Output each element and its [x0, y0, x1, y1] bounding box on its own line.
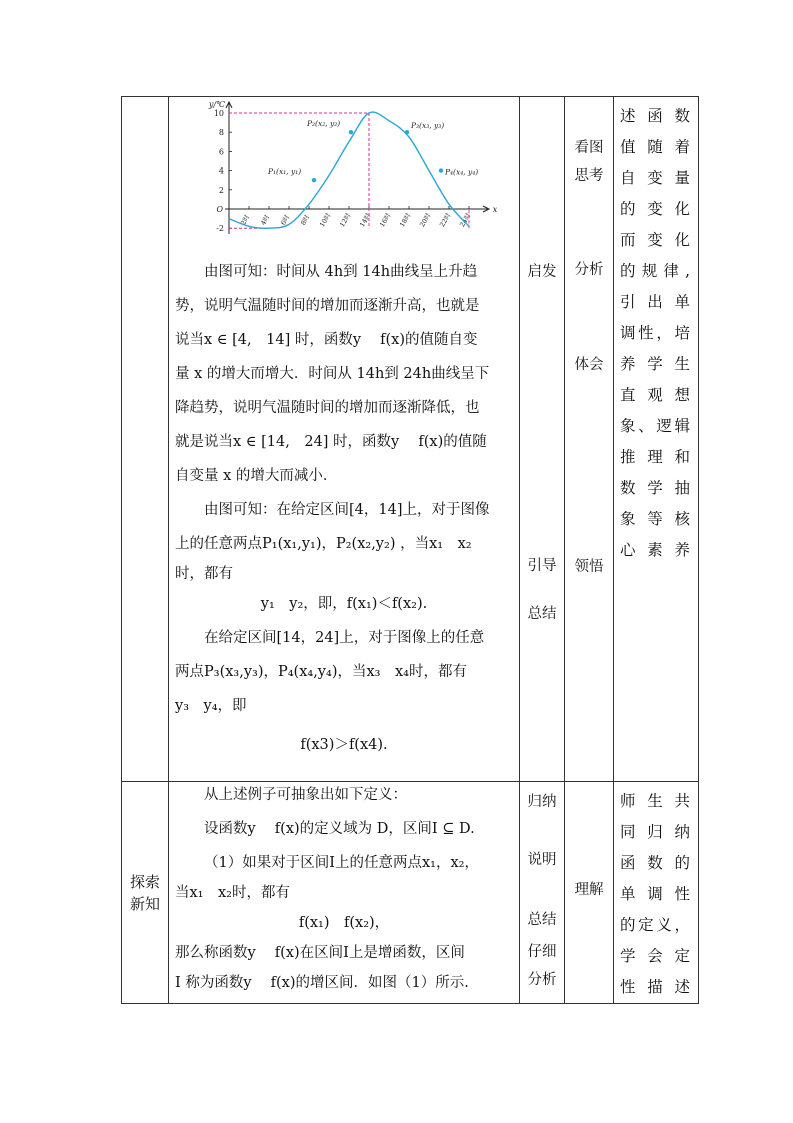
goal-line: 函数的: [620, 854, 692, 872]
teacher-activity: 仔细: [527, 944, 557, 960]
teacher-activity: 说明: [527, 852, 557, 868]
temperature-chart: [189, 101, 509, 251]
table-row: [122, 782, 699, 1004]
paragraph: f(x₁) f(x₂)，: [298, 915, 390, 931]
goal-line: 单调性: [620, 885, 692, 903]
paragraph: 就是说当x ∈ [14, 24] 时，函数y f(x)的值随: [175, 434, 487, 450]
goal-line: 自变量: [620, 169, 692, 187]
x-tick-label: 20时: [418, 211, 433, 229]
paragraph: y₃ y₄，即: [175, 698, 247, 714]
student-activity: 看图: [574, 140, 604, 156]
paragraph: 自变量 x 的增大而减小．: [175, 468, 338, 484]
goal-line: 的定义，: [620, 916, 692, 934]
curve-point: [405, 130, 409, 134]
paragraph: 上的任意两点P₁(x₁,y₁)，P₂(x₂,y₂) ，当x₁ x₂: [175, 536, 472, 552]
stage-label: 新知: [129, 894, 160, 913]
teacher-activity: 分析: [527, 972, 557, 988]
paragraph: （1）如果对于区间I上的任意两点x₁，x₂，: [204, 855, 479, 871]
x-tick-label: 22时: [438, 211, 453, 229]
goal-line: 而变化: [620, 231, 692, 249]
x-tick-label: 14时: [358, 211, 373, 229]
x-tick-label: 10时: [318, 211, 333, 229]
x-axis-label: x: [492, 205, 498, 214]
paragraph: 由图可知：时间从 4h到 14h曲线呈上升趋: [204, 264, 478, 280]
stage-cell: [122, 782, 169, 1004]
student-activity: 体会: [574, 357, 604, 373]
x-tick-label: 16时: [378, 211, 393, 229]
paragraph: 在给定区间[14，24]上，对于图像上的任意: [204, 630, 485, 646]
content-text: [175, 255, 513, 767]
y-axis-label: y/℃: [208, 101, 225, 109]
goal-line: 调性，培: [620, 324, 692, 342]
goal-line: 直观想: [620, 386, 692, 404]
paragraph: 那么称函数y f(x)在区间I上是增函数，区间: [175, 945, 465, 961]
x-tick-label: 4时: [259, 213, 272, 227]
x-tick-label: 12时: [338, 211, 353, 229]
teacher-activity: 引导: [527, 558, 557, 574]
teacher-activity-cell: [520, 97, 565, 782]
goal-line: 象等核: [620, 510, 692, 528]
student-activity: 思考: [574, 168, 604, 184]
student-activity: 理解: [574, 882, 604, 898]
paragraph: f(x3)＞f(x4).: [300, 737, 388, 753]
teacher-activity: 启发: [527, 264, 557, 280]
design-intent-cell: [614, 97, 699, 782]
paragraph: 说当x ∈ [4, 14] 时，函数y f(x)的值随自变: [175, 332, 478, 348]
curve-point: [349, 130, 353, 134]
y-tick-label: 4: [218, 166, 224, 176]
y-tick-label: 2: [218, 185, 224, 195]
origin-label: O: [216, 205, 223, 214]
goal-line: 象、逻辑: [620, 417, 692, 435]
point-label: P₂(x₂, y₂): [307, 119, 341, 129]
paragraph: y₁ y₂，即，f(x₁)＜f(x₂).: [260, 596, 428, 612]
paragraph: 两点P₃(x₃,y₃)，P₄(x₄,y₄)，当x₃ x₄时，都有: [175, 664, 467, 680]
goal-line: 述函数: [620, 107, 692, 125]
point-label: P₄(x₄, y₄): [445, 167, 479, 177]
teacher-activity-cell: [520, 782, 565, 1004]
design-intent-cell: [614, 782, 699, 1004]
paragraph: 当x₁ x₂时，都有: [175, 885, 290, 901]
paragraph: 量 x 的增大而增大．时间从 14h到 24h曲线呈下: [175, 366, 490, 382]
paragraph: 势，说明气温随时间的增加而逐渐升高，也就是: [175, 298, 480, 314]
student-activity: 分析: [574, 262, 604, 278]
lesson-table: [121, 96, 699, 1004]
paragraph: I 称为函数y f(x)的增区间．如图（1）所示.: [175, 975, 469, 991]
teacher-activity: 总结: [527, 606, 557, 622]
content-cell: [169, 782, 520, 1004]
x-tick-label: 6时: [279, 213, 292, 227]
student-activity-cell: [565, 97, 614, 782]
y-tick-label: 8: [218, 128, 224, 138]
paragraph: 设函数y f(x)的定义域为 D，区间I ⊆ D.: [204, 821, 475, 837]
goal-line: 同归纳: [620, 823, 692, 841]
goal-line: 性描述: [620, 978, 692, 996]
goal-line: 养学生: [620, 355, 692, 373]
x-tick-label: 8时: [299, 213, 312, 227]
table-row: [122, 97, 699, 782]
goal-line: 师生共: [620, 792, 692, 810]
paragraph: 由图可知：在给定区间[4，14]上，对于图像: [204, 502, 490, 518]
x-tick-label: 18时: [398, 211, 413, 229]
point-label: P₃(x₃, y₃): [411, 121, 445, 131]
stage-cell: [122, 97, 169, 782]
curve-point: [312, 178, 316, 182]
teacher-activity: 总结: [527, 912, 557, 928]
point-label: P₁(x₁, y₁): [268, 167, 302, 177]
y-tick-label: 6: [218, 147, 224, 157]
student-activity: 领悟: [574, 559, 604, 575]
goal-line: 数学抽: [620, 479, 692, 497]
goal-line: 心素养: [620, 541, 692, 559]
paragraph: 从上述例子可抽象出如下定义：: [204, 787, 407, 803]
goal-line: 引出单: [620, 293, 692, 311]
x-tick-label: 24时: [458, 211, 473, 229]
teacher-activity: 归纳: [527, 794, 557, 810]
paragraph: 降趋势，说明气温随时间的增加而逐渐降低，也: [175, 400, 480, 416]
goal-line: 推理和: [620, 448, 692, 466]
paragraph: 时，都有: [175, 566, 233, 582]
stage-label: 探索: [129, 872, 160, 891]
curve-point: [439, 168, 443, 172]
goal-line: 值随着: [620, 138, 692, 156]
y-tick-label: -2: [216, 224, 224, 234]
content-cell: [169, 97, 520, 782]
goal-line: 的变化: [620, 200, 692, 218]
student-activity-cell: [565, 782, 614, 1004]
y-tick-label: 10: [213, 109, 224, 118]
goal-line: 的规律,: [620, 262, 692, 280]
goal-line: 学会定: [620, 947, 692, 965]
x-tick-label: 2时: [239, 213, 252, 227]
